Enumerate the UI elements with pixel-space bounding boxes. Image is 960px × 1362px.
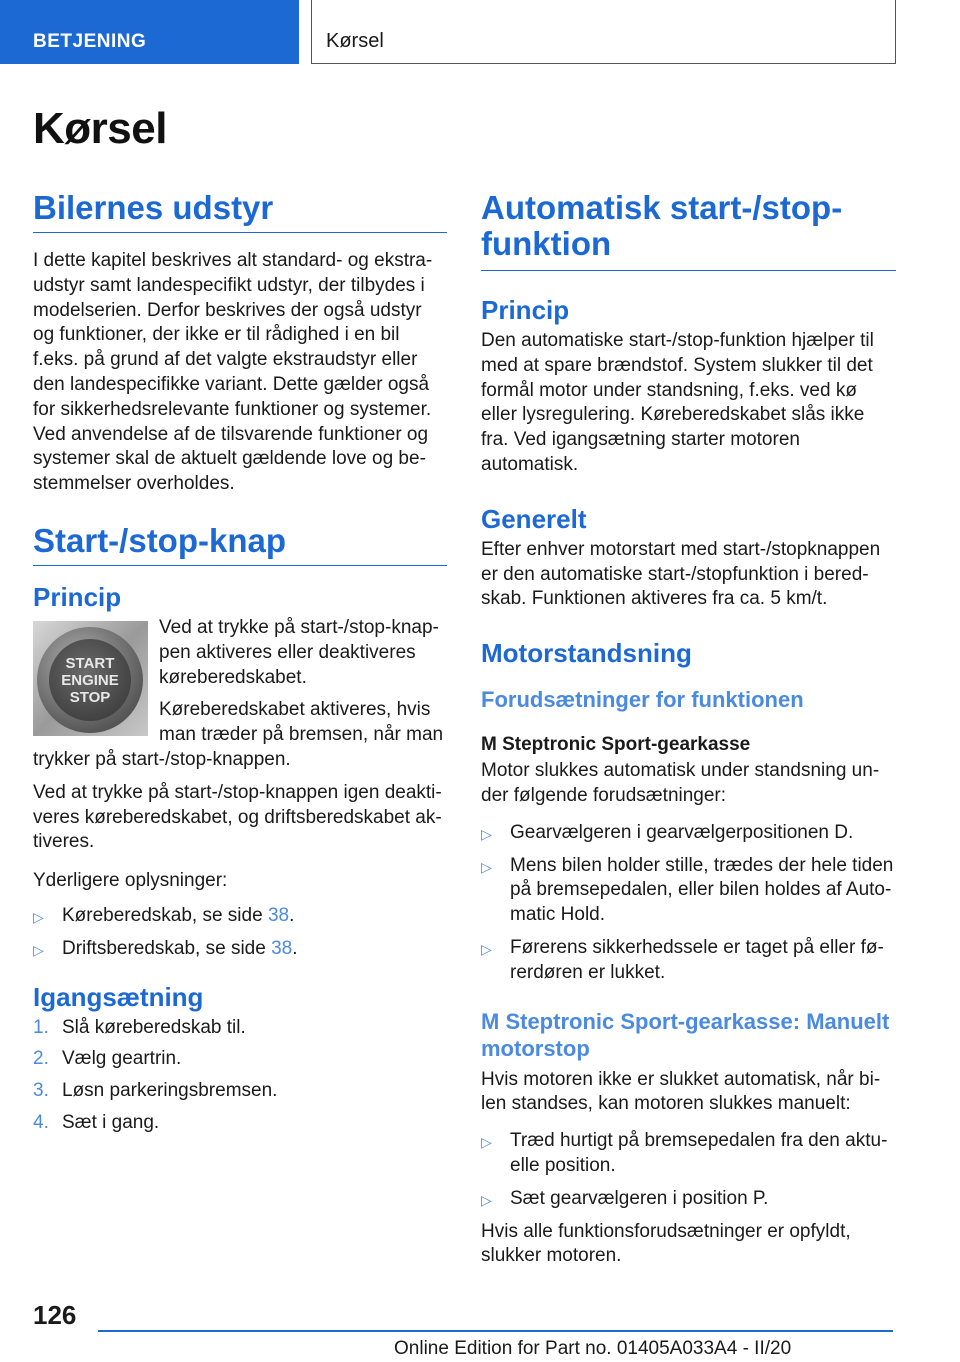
footer-divider [98,1330,893,1332]
list-item: ▷ Driftsberedskab, se side 38. [33,937,447,962]
heading-forudsaetninger: Forudsætninger for funktionen [481,687,804,713]
heading-bilernes-udstyr: Bilernes udstyr [33,190,447,233]
heading-m-steptronic: M Steptronic Sport-gearkasse [481,734,751,756]
heading-igangsaetning: Igangsætning [33,981,204,1012]
generelt-body: Efter enhver motorstart med start-/stopknappen er den automatiske start-/stopfunktion i beredskab. Funktionen aktiveres fra ca. 5 km/t. [481,538,881,610]
list-item: ▷ Træd hurtigt på bremsepedalen fra den aktuelle position. [481,1130,888,1176]
start-stop-section [33,616,447,855]
start-engine-stop-icon [49,639,131,721]
heading-motorstandsning: Motorstandsning [481,638,692,669]
list-item: 2. Vælg geartrin. [33,1048,182,1070]
list-item: ▷ Sæt gearvælgeren i position P. [481,1187,896,1212]
start-stop-button-ring [37,627,143,733]
left-column [33,190,447,1143]
start-stop-button-image [33,621,148,736]
heading-princip-right: Princip [481,295,570,325]
princip-body: Den automatiske start-/stop-funktion hjælper til med at spare brændstof. System slukker til det formål motor under standsning, f.eks. ved kø eller lysregulering. Køreberedskabet slås ikke fra. Ved igangsætning starter motoren automatisk. [481,330,874,475]
bilernes-body: I dette kapitel beskrives alt standard- og ekstraudstyr samt landespecifikt udstyr, der tilbydes i modelserien. Derfor beskrives der også udstyr og funktioner, der ikke er til rådighed i en bil f.eks. på grund af det valgte ekstraudstyr eller den landespecifikke variant. Dette gælder også for sikkerhedsrelevante funktioner og systemer. Ved anvendelse af de tilsvarende funktioner og systemer skal de aktuelt gældende love og bestemmelser overholdes. [33,250,433,495]
heading-generelt: Generelt [481,503,587,534]
final-body: Hvis alle funktionsforudsætninger er opfyldt, slukker motoren. [481,1220,851,1267]
page-link-38[interactable]: 38 [271,937,293,959]
triangle-right-icon: ▷ [481,858,492,875]
list-item: ▷ Førerens sikkerhedssele er taget på eller førerdøren er lukket. [481,936,884,983]
list-item: 1. Slå køreberedskab til. [33,1016,246,1038]
manual-body: Hvis motoren ikke er slukket automatisk, når bilen standses, kan motoren slukkes manuelt: [481,1068,881,1115]
start-stop-p2: Køreberedskabet aktiveres, hvis man træder på bremsen, når man trykker på start-/stop-knappen. [33,699,444,770]
triangle-right-icon: ▷ [481,1134,492,1151]
page-title: Kørsel [33,104,167,153]
heading-princip-left: Princip [33,581,122,612]
chapter-tab: Kørsel [311,0,896,64]
list-item: 4. Sæt i gang. [33,1111,160,1133]
steptronic-body: Motor slukkes automatisk under standsning under følgende forudsætninger: [481,760,880,806]
button-line-stop: STOP [69,688,111,706]
heading-start-stop-knap: Start-/stop-knap [33,523,447,566]
list-item: ▷ Køreberedskab, se side 38. [33,904,447,929]
heading-manuelt-motorstop: M Steptronic Sport-gearkasse: Manuelt motorstop [481,1008,890,1061]
igangsaetning-steps [33,1016,447,1136]
triangle-right-icon: ▷ [33,908,44,925]
edition-text: Online Edition for Part no. 01405A033A4 - II/20 [394,1338,792,1359]
start-stop-p1: Ved at trykke på start-/stop-knappen aktiveres eller deaktiveres køreberedskabet. [159,616,439,688]
manual-steps-list [481,1129,896,1211]
more-info-label: Yderligere oplysninger: [33,870,228,892]
start-stop-p3: Ved at trykke på start-/stop-knappen igen deaktiveres køreberedskabet, og driftsberedskabet aktiveres. [33,781,442,853]
triangle-right-icon: ▷ [481,1191,492,1208]
button-line-start: START [65,654,115,672]
page-number: 126 [33,1300,77,1330]
section-tab: BETJENING [0,0,299,64]
triangle-right-icon: ▷ [33,941,44,958]
heading-automatisk-start-stop: Automatisk start-/stop-funktion [481,190,896,271]
list-item: ▷ Mens bilen holder stille, trædes der hele tiden på bremsepedalen, eller bilen holdes af Automatic Hold. [481,854,894,926]
triangle-right-icon: ▷ [481,825,492,842]
conditions-list [481,821,896,986]
page-link-38[interactable]: 38 [267,904,290,926]
list-item: ▷ Gearvælgeren i gearvælgerpositionen D. [481,821,896,846]
reference-list [33,904,447,962]
triangle-right-icon: ▷ [481,940,492,957]
right-column [481,190,896,1269]
button-line-engine: ENGINE [61,671,119,689]
list-item: 3. Løsn parkeringsbremsen. [33,1080,278,1102]
